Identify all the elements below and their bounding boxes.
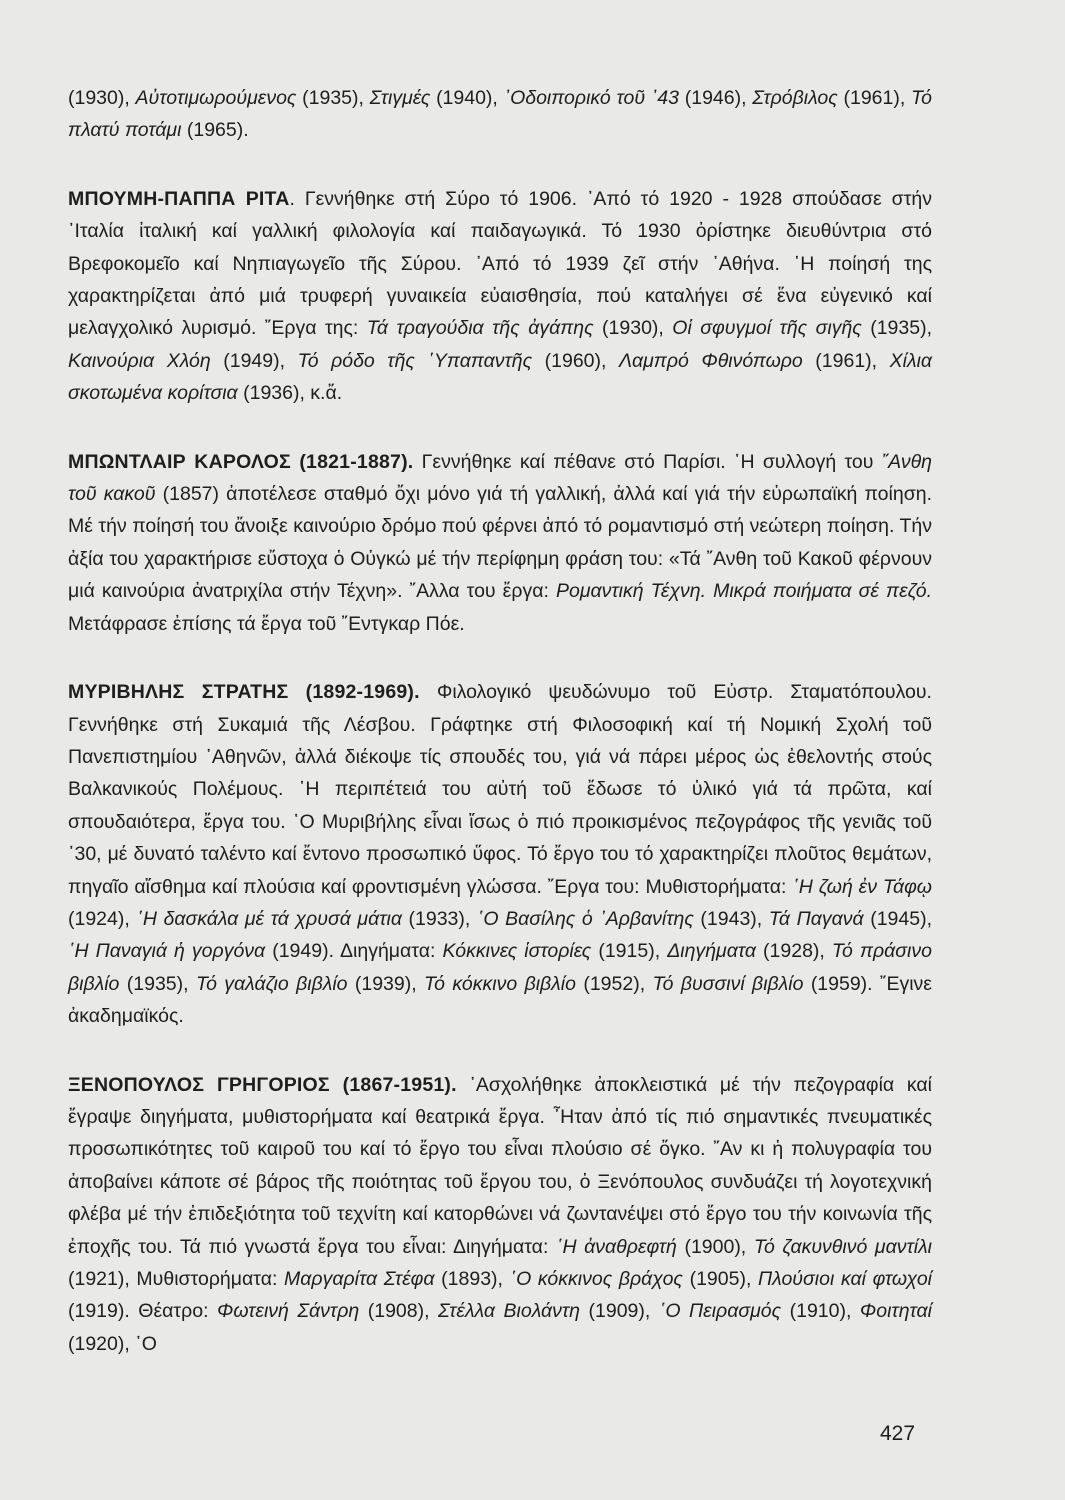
body-text: (1930), [68,87,136,109]
page-body [68,82,932,1360]
body-text: (1952), [575,972,653,995]
body-text: Φιλολογικό ψευδώνυμο τοῦ Εὐστρ. Σταματόπουλου. Γεννήθηκε στή Συκαμιά τῆς Λέσβου. Γράφτηκε στή Φιλοσοφική καί τή Νομική Σχολή τοῦ Πανεπιστημίου ᾽Αθηνῶν, ἀλλά διέκοψε τίς σπουδές του, γιά νά πάρει μέρος ὡς ἐθελοντής στούς Βαλκανικούς Πολέμους. ῾Η περιπέτειά του αὐτή τοῦ ἔδωσε τό ὑλικό γιά τά πρῶτα, καί σπουδαιότερα, ἔργα του. ῾Ο Μυριβήλης εἶναι ἴσως ὁ πιό προικισμένος πεζογράφος τῆς γενιᾶς τοῦ ᾽30, μέ δυνατό ταλέντο καί ἔντονο προσωπικό ὕφος. Τό ἔργο του τό χαρακτηρίζει πλοῦτος θεμάτων, πηγαῖο αἴσθημα καί πλούσια καί φροντισμένη γλώσσα. ῎Εργα του: Μυθιστορήματα: [68,681,932,898]
work-title: Τό βυσσινί βιβλίο [652,972,804,995]
work-title: Τά Παγανά [768,907,864,930]
work-title: Λαμπρό Φθινόπωρο [618,349,803,372]
body-text: (1936), κ.ἄ. [237,382,343,405]
entry-heading: ΜΠΟΥΜΗ-ΠΑΠΠΑ ΡΙΤΑ [68,187,290,210]
work-title: ᾽Οδοιπορικό τοῦ ᾽43 [503,87,679,109]
body-text: (1935), [861,317,932,340]
entry-heading: ΞΕΝΟΠΟΥΛΟΣ ΓΡΗΓΟΡΙΟΣ (1867-1951). [68,1073,457,1096]
body-text: (1945), [863,907,932,930]
body-text: (1965). [181,119,249,142]
body-text: Μετάφρασε ἐπίσης τά ἔργα τοῦ ῎Εντγκαρ Πόε. [68,612,465,635]
work-title: Τό ρόδο τῆς ῾Υπαπαντῆς [297,349,533,372]
body-text: (1924), [68,907,137,930]
work-title: Αὐτοτιμωρούμενος [135,87,297,109]
work-title: ῎Ανθη τοῦ κακοῦ [68,450,932,506]
body-text: (1935), [119,972,196,995]
body-text: (1935), [296,87,370,109]
body-text: (1915), [591,940,668,963]
page-number: 427 [880,1422,916,1445]
body-text: (1959). ῎Εγινε ἀκαδημαϊκός. [68,972,933,1028]
body-text: (1857) ἀποτέλεσε σταθμό ὄχι μόνο γιά τή γαλλική, ἀλλά καί γιά τήν εὐρωπαϊκή ποίηση. Μέ τήν ποίησή του ἄνοιξε καινούριο δρόμο πού φέρνει ἀπό τό ρομαντισμό στή νεώτερη ποίηση. Τήν ἀξία του χαρακτήρισε εὔστοχα ὁ Οὐγκώ μέ τήν περίφημη φράση του: «Τά ῎Ανθη τοῦ Κακοῦ φέρνουν μιά καινούρια ἀνατριχίλα στήν Τέχνη». ῎Αλλα του ἔργα: [68,483,933,603]
entry-heading: ΜΠΩΝΤΛΑΙΡ ΚΑΡΟΛΟΣ (1821-1887). [68,450,414,473]
work-title: Τό πλατύ ποτάμι [68,87,933,142]
work-title: ῾Ο κόκκινος βράχος [509,1268,683,1290]
body-text: (1928), [755,940,832,963]
body-text: (1909), [580,1300,659,1323]
body-text: (1930), [593,317,673,340]
body-text: (1940), [430,87,504,109]
body-text: (1893), [434,1268,510,1290]
work-title: Στρόβιλος [752,87,838,109]
work-title: ῾Ο Πειρασμός [658,1300,782,1323]
body-text: (1949). Διηγήματα: [265,940,443,963]
entry-continuation [68,82,932,147]
work-title: Διηγήματα [667,940,756,963]
work-title: Πλούσιοι καί φτωχοί [758,1268,932,1290]
body-text: (1939), [347,972,425,995]
entry-boumi-pappa-rita [68,183,932,410]
work-title: Ρομαντική Τέχνη. Μικρά ποιήματα σέ πεζό. [555,580,932,603]
work-title: Τό ζακυνθινό μαντίλι [753,1235,933,1258]
work-title: ῾Ο Βασίλης ὁ ᾽Αρβανίτης [476,907,694,930]
work-title: Τό γαλάζιο βιβλίο [195,972,348,995]
body-text: (1949), [210,349,298,372]
body-text: ᾽Ασχολήθηκε ἀποκλειστικά μέ τήν πεζογραφία καί ἔγραψε διηγήματα, μυθιστορήματα καί θεατρικά ἔργα. ῏Ηταν ἀπό τίς πιό σημαντικές πνευματικές προσωπικότητες τοῦ καιροῦ του καί τό ἔργο του εἶναι πλούσιο σέ ὄγκο. ῎Αν κι ἡ πολυγραφία του ἀποβαίνει κάποτε σέ βάρος τῆς ποιότητας τοῦ ἔργου του, ὁ Ξενόπουλος συνδυάζει τή λογοτεχνική φλέβα μέ τήν ἐπιδεξιότητα τοῦ τεχνίτη καί κατορθώνει νά ζωντανέψει στό ἔργο του τήν κοινωνία τῆς ἐποχῆς του. Τά πιό γνωστά ἔργα του εἶναι: Διηγήματα: [68,1073,932,1258]
body-text: (1961), [802,349,890,372]
body-text: (1961), [837,87,912,109]
work-title: Στέλλα Βιολάντη [438,1300,581,1323]
body-text: (1933), [401,907,477,930]
body-text: (1960), [532,349,619,372]
work-title: ῾Η δασκάλα μέ τά χρυσά μάτια [136,907,402,930]
work-title: Τά τραγούδια τῆς ἀγάπης [366,317,594,340]
work-title: Οἱ σφυγμοί τῆς σιγῆς [672,317,862,340]
work-title: Φοιτηταί [859,1300,932,1323]
work-title: Κόκκινες ἱστορίες [442,940,592,963]
body-text: Γεννήθηκε καί πέθανε στό Παρίσι. ῾Η συλλογή του [413,450,882,473]
work-title: Καινούρια Χλόη [68,349,211,372]
entry-heading: ΜΥΡΙΒΗΛΗΣ ΣΤΡΑΤΗΣ (1892-1969). [68,681,420,704]
body-text: (1908), [359,1300,439,1323]
body-text: (1946), [679,87,753,109]
body-text: (1920), ῾Ο [68,1332,157,1355]
work-title: ῾Η ἀναθρεφτή [555,1235,677,1258]
work-title: Χίλια σκοτωμένα κορίτσια [68,349,933,405]
work-title: Τό πράσινο βιβλίο [68,940,932,995]
work-title: ῾Η ζωή ἐν Τάφῳ [792,875,932,898]
work-title: Φωτεινή Σάντρη [217,1300,360,1323]
work-title: ῾Η Παναγιά ἡ γοργόνα [68,940,266,963]
body-text: (1943), [693,907,769,930]
entry-myrivilis-stratis [68,676,932,1032]
body-text: (1910), [781,1300,860,1323]
entry-xenopoulos-grigorios [68,1069,932,1361]
entry-baudelaire-karolos [68,446,932,640]
work-title: Στιγμές [369,87,431,109]
body-text: (1919). Θέατρο: [68,1300,217,1323]
work-title: Μαργαρίτα Στέφα [284,1268,435,1290]
body-text: (1900), [676,1235,754,1258]
body-text: (1921), Μυθιστορήματα: [68,1268,285,1290]
work-title: Τό κόκκινο βιβλίο [424,972,576,995]
body-text: (1905), [682,1268,759,1290]
body-text: . Γεννήθηκε στή Σύρο τό 1906. ᾽Από τό 1920 - 1928 σπούδασε στήν ᾽Ιταλία ἰταλική καί γαλλική φιλολογία καί παιδαγωγικά. Τό 1930 ὀρίστηκε διευθύντρια στό Βρεφοκομεῖο καί Νηπιαγωγεῖο τῆς Σύρου. ᾽Από τό 1939 ζεῖ στήν ᾽Αθήνα. ῾Η ποίησή της χαρακτηρίζεται ἀπό μιά τρυφερή γυναικεία εὐαισθησία, πού καταλήγει σέ ἕνα εὐγενικό καί μελαγχολικό λυρισμό. ῎Εργα της: [68,187,932,340]
